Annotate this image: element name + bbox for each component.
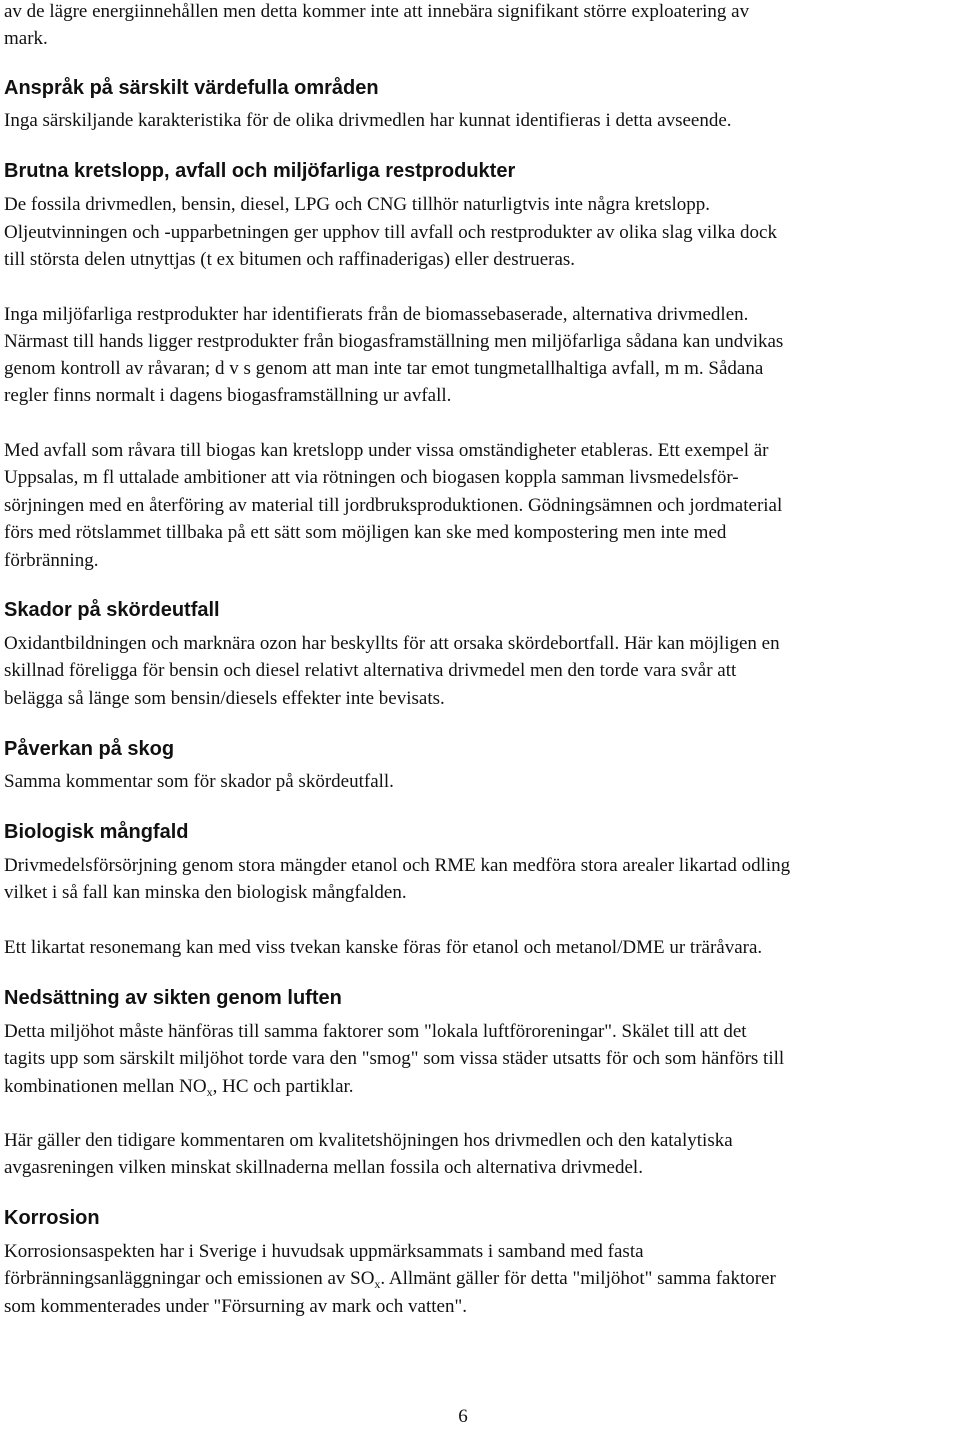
section-heading: Påverkan på skog	[4, 738, 175, 760]
text-run: . Allmänt gäller för detta "miljöhot" samma faktorer	[380, 1268, 776, 1289]
section-heading: Skador på skördeutfall	[4, 599, 220, 621]
body-line: regler finns normalt i dagens biogasframställning ur avfall.	[4, 385, 452, 406]
body-line: Inga miljöfarliga restprodukter har identifierats från de biomassebaserade, alternativa drivmedlen.	[4, 304, 749, 325]
body-line: genom kontroll av råvaran; d v s genom att man inte tar emot tungmetallhaltiga avfall, m m. Sådana	[4, 358, 764, 379]
body-line	[4, 1267, 776, 1291]
body-line: avgasreningen vilken minskat skillnaderna mellan fossila och alternativa drivmedel.	[4, 1157, 643, 1178]
body-line: Samma kommentar som för skador på skördeutfall.	[4, 771, 394, 792]
body-line: Oljeutvinningen och -upparbetningen ger upphov till avfall och restprodukter av olika slag vilka dock	[4, 222, 777, 243]
body-line: Ett likartat resonemang kan med viss tvekan kanske föras för etanol och metanol/DME ur träråvara.	[4, 937, 763, 958]
body-line: Med avfall som råvara till biogas kan kretslopp under vissa omständigheter etableras. Ett exempel är	[4, 440, 769, 461]
body-line: förbränning.	[4, 550, 99, 571]
section-heading: Biologisk mångfald	[4, 821, 189, 843]
section-heading: Korrosion	[4, 1207, 100, 1229]
text-run: förbränningsanläggningar och emissionen av SO	[4, 1268, 375, 1289]
body-line: sörjningen med en återföring av material till jordbruksproduktionen. Gödningsämnen och jordmaterial	[4, 495, 783, 516]
body-line: tagits upp som särskilt miljöhot torde vara den "smog" som vissa städer utsatts för och som hänförs till	[4, 1048, 785, 1069]
body-line: Uppsalas, m fl uttalade ambitioner att via rötningen och biogasen koppla samman livsmedelsför-	[4, 467, 739, 488]
text-run: , HC och partiklar.	[212, 1076, 354, 1097]
body-line: Drivmedelsförsörjning genom stora mängder etanol och RME kan medföra stora arealer likartad odling	[4, 855, 791, 876]
body-line: Oxidantbildningen och marknära ozon har beskyllts för att orsaka skördebortfall. Här kan möjligen en	[4, 633, 780, 654]
body-line: vilket i så fall kan minska den biologisk mångfalden.	[4, 882, 407, 903]
body-line: Närmast till hands ligger restprodukter från biogasframställning men miljöfarliga sådana kan undvikas	[4, 331, 784, 352]
body-line: som kommenterades under "Försurning av mark och vatten".	[4, 1296, 467, 1317]
body-line: skillnad föreligga för bensin och diesel relativt alternativa drivmedel men den torde vara svår att	[4, 660, 737, 681]
section-heading: Nedsättning av sikten genom luften	[4, 987, 342, 1009]
body-line: belägga så länge som bensin/diesels effekter inte bevisats.	[4, 688, 445, 709]
body-line: mark.	[4, 28, 48, 49]
body-line: Här gäller den tidigare kommentaren om kvalitetshöjningen hos drivmedlen och den katalytiska	[4, 1130, 733, 1151]
page-number: 6	[458, 1406, 468, 1427]
body-line: De fossila drivmedlen, bensin, diesel, LPG och CNG tillhör naturligtvis inte några kretslopp.	[4, 194, 711, 215]
body-line	[4, 1075, 354, 1099]
body-line: Detta miljöhot måste hänföras till samma faktorer som "lokala luftföroreningar". Skälet till att det	[4, 1021, 747, 1042]
body-line: Inga särskiljande karakteristika för de olika drivmedlen har kunnat identifieras i detta avseende.	[4, 110, 732, 131]
subscript: x	[206, 1085, 213, 1099]
body-line: till största delen utnyttjas (t ex bitumen och raffinaderigas) eller destrueras.	[4, 249, 576, 270]
body-line: förs med rötslammet tillbaka på ett sätt som möjligen kan ske med kompostering men inte med	[4, 522, 727, 543]
text-run: kombinationen mellan NO	[4, 1076, 207, 1097]
section-heading: Brutna kretslopp, avfall och miljöfarliga restprodukter	[4, 160, 516, 182]
subscript: x	[374, 1277, 381, 1291]
body-line: av de lägre energiinnehållen men detta kommer inte att innebära signifikant större exploatering av	[4, 1, 750, 22]
section-heading: Anspråk på särskilt värdefulla områden	[4, 77, 379, 99]
body-line: Korrosionsaspekten har i Sverige i huvudsak uppmärksammats i samband med fasta	[4, 1241, 644, 1262]
